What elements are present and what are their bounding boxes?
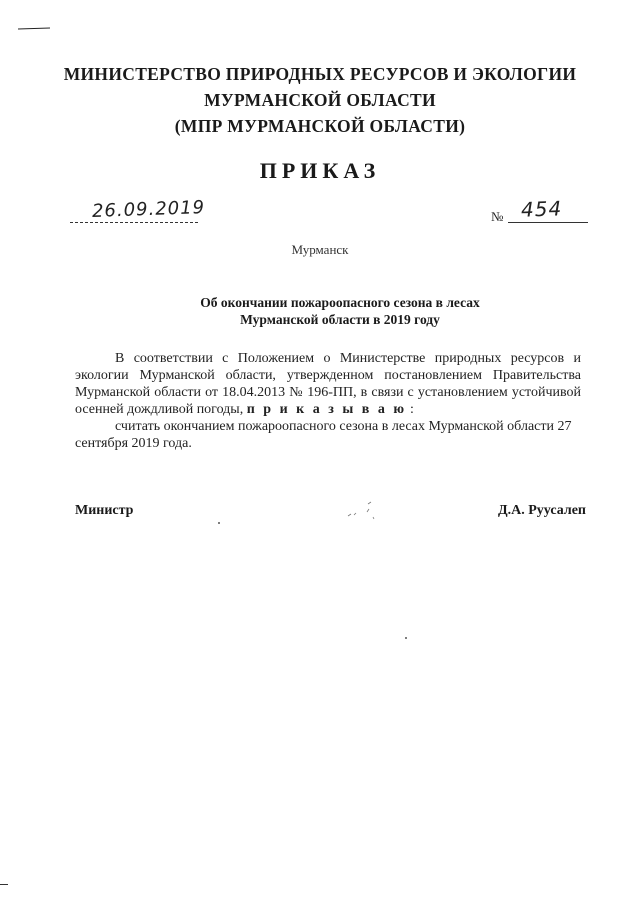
ministry-name-line2: МУРМАНСКОЙ ОБЛАСТИ [204, 90, 436, 110]
ministry-name-line1: МИНИСТЕРСТВО ПРИРОДНЫХ РЕСУРСОВ И ЭКОЛОГИИ [63, 64, 577, 84]
para1-text: В соответствии с Положением о Министерстве природных ресурсов и экологии Мурманской области, утвержденном постановлением Правительства Мурманской области от 18.04.2013 № 196-ПП, в связи с установлением устойчивой осенней дождливой погоды, [75, 351, 581, 417]
city: Мурманск [291, 242, 349, 257]
signer-name: Д.А. Руусалеп [497, 503, 586, 518]
subject-line1: Об окончании пожароопасного сезона в лесах [200, 295, 480, 310]
handwritten-number: 454 [520, 196, 563, 222]
body-paragraph-2: считать окончанием пожароопасного сезона в лесах Мурманской области 27 сентября 2019 года. [75, 419, 572, 451]
scan-speck [405, 637, 407, 639]
subject-line2: Мурманской области в 2019 году [240, 312, 440, 327]
date-underline [70, 222, 198, 223]
corner-mark [18, 27, 50, 29]
handwritten-date: 26.09.2019 [91, 197, 206, 222]
ministry-abbreviation: (МПР МУРМАНСКОЙ ОБЛАСТИ) [174, 116, 466, 136]
document-type-title: ПРИКАЗ [259, 158, 381, 183]
order-subject [140, 294, 540, 328]
scan-speck [218, 522, 220, 524]
order-word: п р и к а з ы в а ю [246, 402, 407, 417]
signer-position: Министр [75, 503, 134, 518]
signature-mark [340, 500, 380, 524]
number-label: № [491, 209, 504, 224]
number-underline [508, 222, 588, 223]
para1-end: : [410, 402, 414, 417]
edge-mark [0, 884, 8, 885]
body-paragraph-1 [75, 350, 581, 418]
